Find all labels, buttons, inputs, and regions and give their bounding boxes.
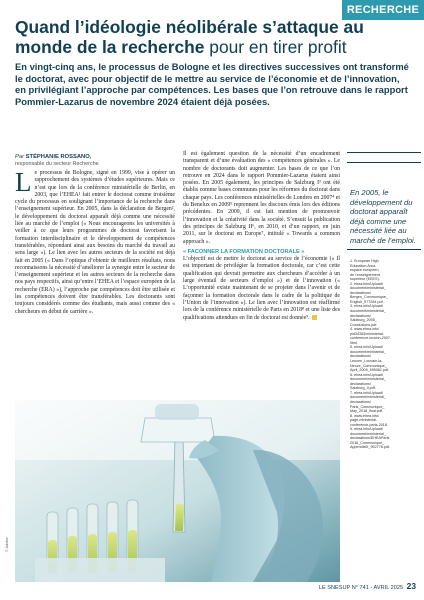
footnote-line: document/ministerial_	[350, 377, 386, 382]
footnote-line: conference-london-2007.	[350, 336, 392, 341]
article-title	[15, 17, 395, 57]
footnote-line: pid34363/ministerial-	[350, 331, 385, 336]
body-column-1	[15, 167, 175, 316]
footnote-line: document/ministerial_	[350, 286, 386, 291]
footnotes	[350, 259, 418, 450]
footnote-line: page-ministerial-	[350, 418, 378, 423]
footnote-line: Salzburg_II.pdf.	[350, 386, 376, 391]
footnote-line: AppendixIII_952778.pdf.	[350, 445, 390, 450]
byline	[15, 154, 137, 168]
footnote-line: document/ministerial_	[350, 431, 386, 436]
footnote-line: 1. European High	[350, 259, 379, 263]
publication-info: LE SNESUP N° 741 - AVRIL 2025	[318, 585, 404, 591]
page-number: 23	[406, 581, 416, 591]
sidebar-top-rule	[347, 152, 421, 163]
footnote-line: declarations/	[350, 381, 371, 386]
footnote-line: 4. www.ehea.info/	[350, 327, 380, 332]
end-of-article-square-icon	[312, 315, 317, 320]
pull-quote-divider	[347, 249, 421, 250]
footnote-line: 7. ehea.info/Upload/	[350, 390, 384, 395]
footnote-line: declarations/	[350, 354, 371, 359]
footnote-line: document/ministerial_	[350, 395, 386, 400]
byline-prefix: Par	[15, 154, 25, 160]
footnote-line: Leuven_Louvain-la-	[350, 359, 383, 364]
footnote-line: 2018_Communique_	[350, 440, 385, 445]
footnote-line: html.	[350, 340, 358, 345]
footnote-line: Conclusions.pdf.	[350, 322, 378, 327]
section-tag: RECHERCHE	[342, 0, 424, 20]
footnote-line: declarations/	[350, 399, 371, 404]
footnote-line: 5. ehea.info/Upload/	[350, 345, 384, 350]
body-column-2	[183, 151, 340, 322]
column-2-paragraph-1: Il est également question de la nécessité d’un encadrement transparent et d’une évaluation des « compétences générales ». Le nombre de doctorants doit augmenter. Les bases de ce que l’on retrouve en 2024 dans le rapport Pommier-Lazarus étaient ainsi posées. En 2005 également, les principes de Salzburg I³ ont été établis comme bases communes pour les réformes du doctorat dans chaque pays. Les conférences ministérielles de Londres en 2007⁴ et du Benelux en 2009⁵ reprennent les discours émis lors des éditions précédentes. En 2009, il est fait mention de promouvoir l’innovation et la créativité dans la société. S’ensuit la publication des principes de Salzburg II⁶, en 2010, et d’un rapport, en juin 2011, sur le doctorat en Europe⁷, intitulé « Towards a common approach ».	[183, 151, 340, 245]
footnote-line: 9. ehea.info/Upload/	[350, 427, 384, 432]
title-rest: pour en tirer profit	[209, 37, 347, 57]
section-subheading: « FACONNER LA FORMATION DOCTORALE »	[183, 248, 305, 255]
footnote-line: document/ministerial_	[350, 309, 386, 314]
footnote-line: declarations/	[350, 313, 371, 318]
column-2-paragraph-2	[183, 256, 340, 322]
title-main: Quand l’idéologie néolibérale s’attaque au monde de la recherche	[15, 17, 364, 57]
footnote-line: May_2018_final.pdf.	[350, 409, 384, 414]
footnote-line: English_577284.pdf.	[350, 299, 384, 304]
byline-author-line	[15, 154, 137, 161]
footnote-line: espace européen	[350, 268, 379, 273]
article-lead: En vingt-cinq ans, le processus de Bologne et les directives successives ont transformé le doctorat, avec pour objectif de le mettre au service de l’économie et de l’innovation, en privilégiant l’approche par compétences. Les bases que l’on retrouve dans le rapport Pommier-Lazarus de novembre 2024 étaient déjà posées.	[15, 61, 409, 107]
footnote-line: 8. www.ehea.info/	[350, 413, 380, 418]
footnote-line: declarations/	[350, 290, 371, 295]
footnote-line: 2. ehea.info/Upload/	[350, 281, 384, 286]
footnote-line: document/ministerial_	[350, 349, 386, 354]
footnote-line: declarations/EHEAParis	[350, 436, 390, 441]
footnote-line: Bergen_Communique_	[350, 295, 388, 300]
byline-author: STÉPHANIE ROSSANO,	[25, 154, 92, 160]
column-2-paragraph-2-text: L’objectif est de mettre le doctorat au service de l’économie (« Il est important de privilégier la formation doctorale, car c’est cette qualification qui devrait permettre aux chercheurs d’accéder à un large éventail de secteurs d’emploi ») et de l’innovation (« L’opportunité existe maintenant de se projeter dans l’avenir et de façonner la formation doctorale dans le cadre de la politique de l’Union de l’innovation »). Le lien avec l’innovation est réaffirmé lors de la conférence ministérielle de Paris en 2018⁸ et une liste des qualifications attendues en fin de doctorat est donnée⁹.	[183, 256, 340, 321]
footnote-line: Paris_Communique_	[350, 404, 385, 409]
photo-credit: © Adobe	[5, 537, 9, 552]
footnote-line: conference-paris-2018.	[350, 422, 388, 427]
footnote-line: 3. ehea.info/Upload/	[350, 304, 384, 309]
footnote-line: de l’enseignement	[350, 272, 380, 277]
drop-cap: L	[15, 167, 32, 197]
pull-quote: En 2005, le développement du doctorat apparaît déjà comme une nécessité liée au marché de l’emploi.	[350, 188, 416, 245]
page-footer	[319, 581, 416, 591]
lab-photo	[15, 400, 340, 582]
footnote-line: Neuve_Communique_	[350, 363, 387, 368]
footnote-line: 6. ehea.info/Upload/	[350, 372, 384, 377]
footnote-line: supérieur (EEES).	[350, 277, 380, 282]
column-1-text: e processus de Bologne, signé en 1999, vise à opérer un rapprochement des systèmes d’études supérieures. Mais ce n’est que lors de la conférence ministérielle de Berlin, en 2003, que l’EHEA¹ fait entrer le doctorat comme troisième cycle du processus en soulignant l’importance de la recherche dans l’enseignement supérieur. En 2005, dans la déclaration de Bergen², le développement du doctorat apparaît déjà comme une nécessité liée au marché de l’emploi (« Nous encourageons les universités à veiller à ce que leurs programmes de doctorat favorisent la formation interdisciplinaire et le développement de compétences transférables, répondant ainsi aux besoins du marché du travail au sens large »). Le lien avec les autres secteurs de la société est déjà fait en 2005 (« Dans l’optique d’obtenir de meilleurs résultats, nous reconnaissons la nécessité d’améliorer la synergie entre le secteur de l’enseignement supérieur et les autres secteurs de la recherche dans nos pays respectifs, ainsi qu’entre l’EHEA et l’espace européen de la recherche (ERA) »), l’approche par compétences doit être utilisée et les compétences doivent être transférables. Les doctorants sont toujours considérés comme des étudiants, mais aussi comme des « chercheurs en début de carrière ».	[15, 170, 175, 315]
footnote-line: Education Area,	[350, 263, 377, 268]
footnote-line: Salzburg_2005_	[350, 318, 377, 323]
byline-role: responsable du secteur Recherche	[15, 161, 99, 167]
footnote-line: April_2009_595061.pdf.	[350, 368, 390, 373]
